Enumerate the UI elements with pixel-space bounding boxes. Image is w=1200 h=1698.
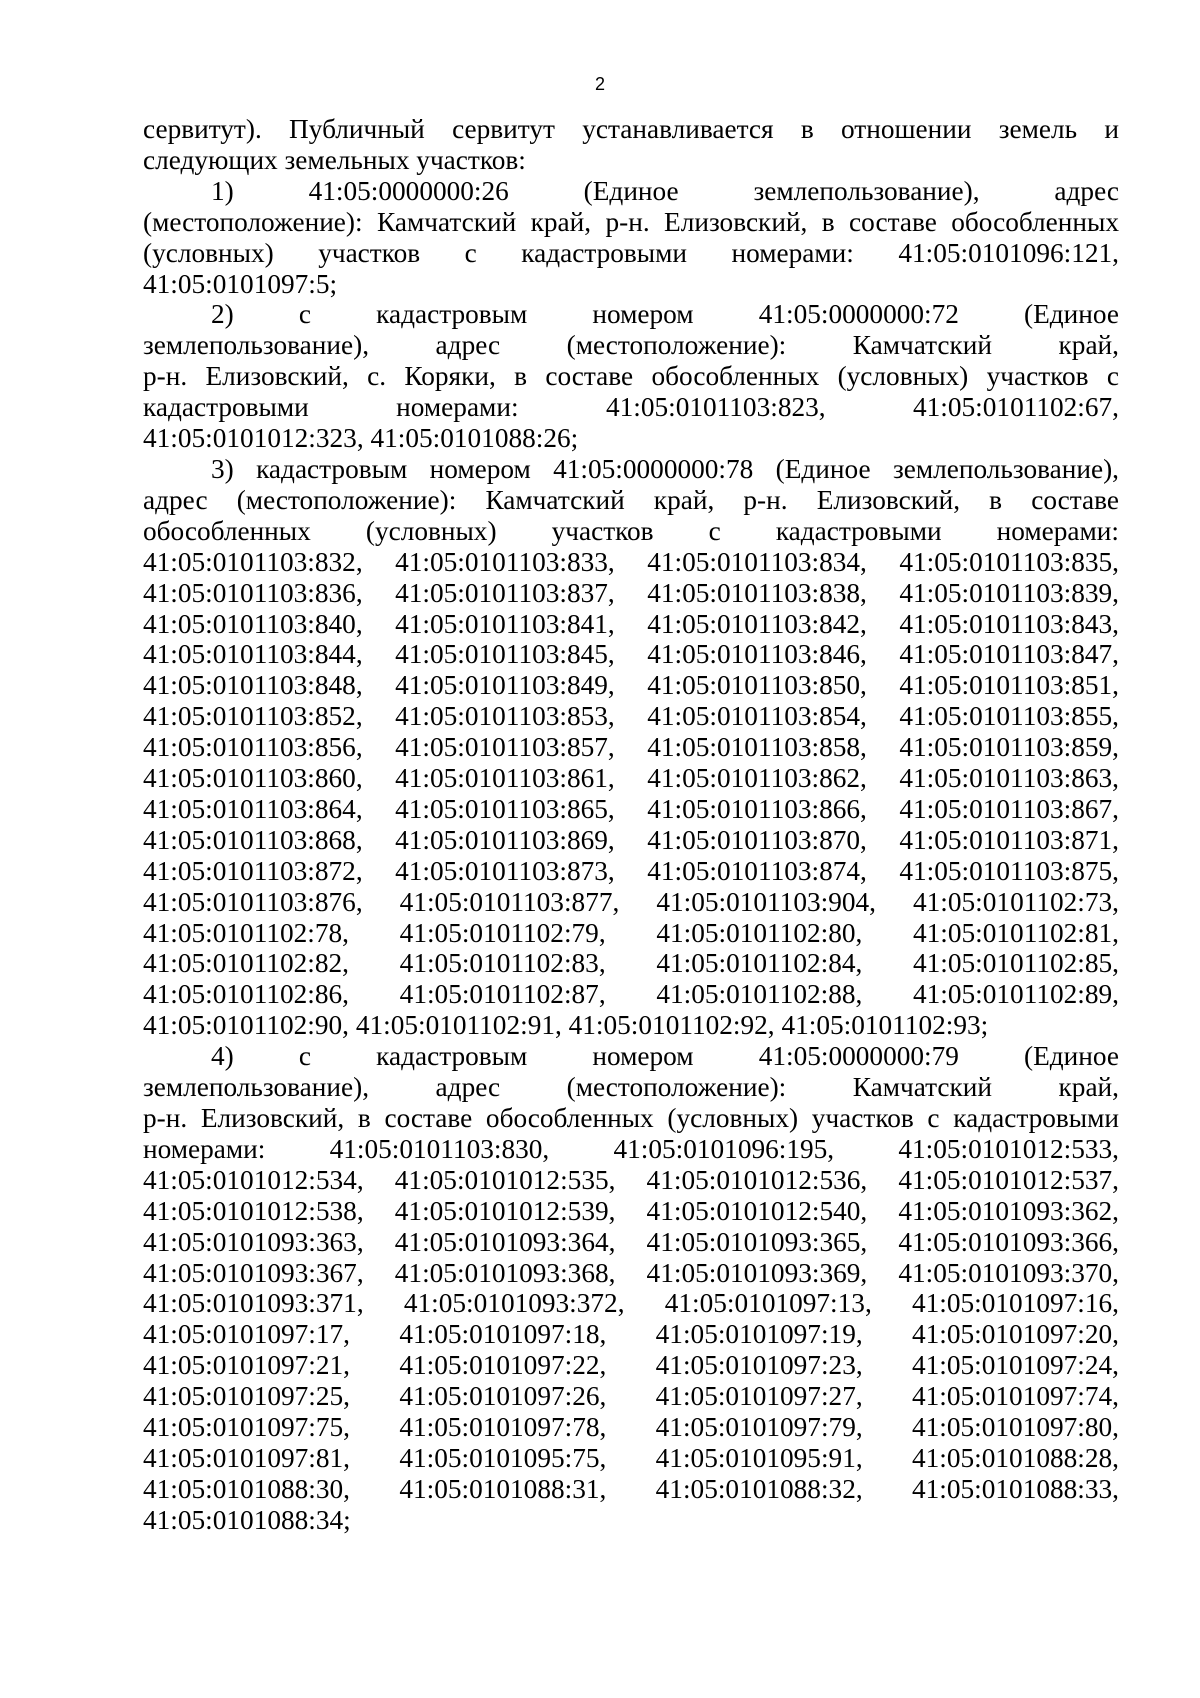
text-line: 41:05:0101097:21, 41:05:0101097:22, 41:05:0101097:23, 41:05:0101097:24, <box>143 1350 1119 1381</box>
text-line: 41:05:0101103:864, 41:05:0101103:865, 41:05:0101103:866, 41:05:0101103:867, <box>143 793 1119 824</box>
text-line: 41:05:0101103:832, 41:05:0101103:833, 41:05:0101103:834, 41:05:0101103:835, <box>143 546 1119 577</box>
text-line: 41:05:0101103:872, 41:05:0101103:873, 41:05:0101103:874, 41:05:0101103:875, <box>143 855 1119 886</box>
text-line: 41:05:0101097:17, 41:05:0101097:18, 41:05:0101097:19, 41:05:0101097:20, <box>143 1319 1119 1350</box>
text-line: 41:05:0101097:75, 41:05:0101097:78, 41:05:0101097:79, 41:05:0101097:80, <box>143 1412 1119 1443</box>
text-line: адрес (местоположение): Камчатский край, р-н. Елизовский, в составе <box>143 484 1119 515</box>
text-line: 41:05:0101103:836, 41:05:0101103:837, 41:05:0101103:838, 41:05:0101103:839, <box>143 577 1119 608</box>
text-line: кадастровыми номерами: 41:05:0101103:823, 41:05:0101102:67, <box>143 392 1119 423</box>
text-line: 41:05:0101103:848, 41:05:0101103:849, 41:05:0101103:850, 41:05:0101103:851, <box>143 670 1119 701</box>
text-line: сервитут). Публичный сервитут устанавливается в отношении земель и <box>143 114 1119 144</box>
document-body <box>143 114 1119 1536</box>
text-line: р-н. Елизовский, с. Коряки, в составе обособленных (условных) участков с <box>143 361 1119 392</box>
paragraph-first-line: 3) кадастровым номером 41:05:0000000:78 (Единое землепользование), <box>211 453 1119 484</box>
text-line: 41:05:0101097:25, 41:05:0101097:26, 41:05:0101097:27, 41:05:0101097:74, <box>143 1381 1119 1412</box>
text-line: 41:05:0101097:81, 41:05:0101095:75, 41:05:0101095:91, 41:05:0101088:28, <box>143 1442 1119 1473</box>
text-line: 41:05:0101012:534, 41:05:0101012:535, 41:05:0101012:536, 41:05:0101012:537, <box>143 1164 1119 1195</box>
text-line: землепользование), адрес (местоположение): Камчатский край, <box>143 330 1119 361</box>
text-line: 41:05:0101012:538, 41:05:0101012:539, 41:05:0101012:540, 41:05:0101093:362, <box>143 1195 1119 1226</box>
text-line: следующих земельных участков: <box>143 144 526 175</box>
text-line: р-н. Елизовский, в составе обособленных (условных) участков с кадастровыми <box>143 1103 1119 1133</box>
paragraph-first-line: 1) 41:05:0000000:26 (Единое землепользование), адрес <box>211 175 1119 206</box>
text-line: 41:05:0101103:856, 41:05:0101103:857, 41:05:0101103:858, 41:05:0101103:859, <box>143 732 1119 763</box>
text-line: номерами: 41:05:0101103:830, 41:05:0101096:195, 41:05:0101012:533, <box>143 1133 1119 1164</box>
page-number: 2 <box>594 74 605 94</box>
text-line: 41:05:0101088:34; <box>143 1504 351 1535</box>
text-line: 41:05:0101102:82, 41:05:0101102:83, 41:05:0101102:84, 41:05:0101102:85, <box>143 948 1119 979</box>
text-line: 41:05:0101103:876, 41:05:0101103:877, 41:05:0101103:904, 41:05:0101102:73, <box>143 886 1119 917</box>
text-line: 41:05:0101103:840, 41:05:0101103:841, 41:05:0101103:842, 41:05:0101103:843, <box>143 608 1119 639</box>
text-line: 41:05:0101093:371, 41:05:0101093:372, 41:05:0101097:13, 41:05:0101097:16, <box>143 1288 1119 1319</box>
text-line: обособленных (условных) участков с кадастровыми номерами: <box>143 515 1119 546</box>
text-line: 41:05:0101103:844, 41:05:0101103:845, 41:05:0101103:846, 41:05:0101103:847, <box>143 639 1119 670</box>
text-line: 41:05:0101102:86, 41:05:0101102:87, 41:05:0101102:88, 41:05:0101102:89, <box>143 979 1119 1010</box>
text-line: 41:05:0101088:30, 41:05:0101088:31, 41:05:0101088:32, 41:05:0101088:33, <box>143 1473 1119 1504</box>
text-line: 41:05:0101012:323, 41:05:0101088:26; <box>143 423 579 454</box>
text-line: 41:05:0101103:868, 41:05:0101103:869, 41:05:0101103:870, 41:05:0101103:871, <box>143 824 1119 855</box>
text-line: 41:05:0101102:78, 41:05:0101102:79, 41:05:0101102:80, 41:05:0101102:81, <box>143 917 1119 948</box>
text-line: (условных) участков с кадастровыми номерами: 41:05:0101096:121, <box>143 237 1119 268</box>
text-line: (местоположение): Камчатский край, р-н. Елизовский, в составе обособленных <box>143 206 1119 237</box>
text-line: 41:05:0101093:367, 41:05:0101093:368, 41:05:0101093:369, 41:05:0101093:370, <box>143 1257 1119 1288</box>
text-line: 41:05:0101093:363, 41:05:0101093:364, 41:05:0101093:365, 41:05:0101093:366, <box>143 1226 1119 1257</box>
text-line: 41:05:0101097:5; <box>143 268 338 299</box>
text-line: 41:05:0101103:852, 41:05:0101103:853, 41:05:0101103:854, 41:05:0101103:855, <box>143 701 1119 732</box>
paragraph-first-line: 2) с кадастровым номером 41:05:0000000:72 (Единое <box>211 299 1119 330</box>
text-line: 41:05:0101102:90, 41:05:0101102:91, 41:05:0101102:92, 41:05:0101102:93; <box>143 1010 989 1041</box>
text-line: землепользование), адрес (местоположение): Камчатский край, <box>143 1072 1119 1103</box>
paragraph-first-line: 4) с кадастровым номером 41:05:0000000:79 (Единое <box>211 1041 1119 1072</box>
text-line: 41:05:0101103:860, 41:05:0101103:861, 41:05:0101103:862, 41:05:0101103:863, <box>143 763 1119 794</box>
